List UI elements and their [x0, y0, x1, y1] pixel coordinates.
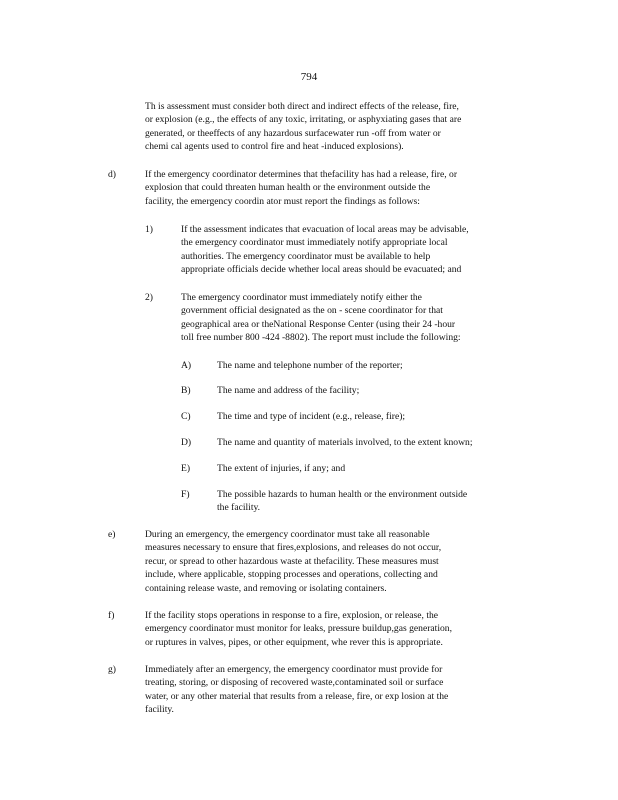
subitem-label-b: B) — [181, 385, 191, 396]
text-line: The name and telephone number of the reporter; — [217, 360, 403, 371]
item-1-paragraph — [181, 223, 469, 277]
text-line: If the emergency coordinator determines that thefacility has had a release, fire, or — [145, 169, 458, 180]
text-line: treating, storing, or disposing of recovered waste,contaminated soil or surface — [145, 677, 444, 689]
item-2-paragraph — [181, 291, 461, 345]
subitem-f — [217, 488, 467, 515]
section-label-f: f) — [108, 610, 115, 621]
text-line: measures necessary to ensure that fires,explosions, and releases do not occur, — [145, 542, 442, 554]
item-label-2: 2) — [145, 292, 153, 303]
subitem-e — [217, 462, 345, 475]
text-line: recur, or spread to other hazardous waste at thefacility. These measures must — [145, 555, 439, 567]
section-f-paragraph — [145, 609, 452, 649]
text-line: or ruptures in valves, pipes, or other equipment, whe rever this is appropriate. — [145, 636, 443, 648]
text-line: The extent of injuries, if any; and — [217, 463, 346, 474]
page-number: 794 — [300, 71, 318, 83]
section-g-paragraph — [145, 663, 448, 717]
subitem-a — [217, 359, 403, 372]
text-line: Th is assessment must consider both direct and indirect effects of the release, fire, — [145, 101, 459, 112]
text-line: facility, the emergency coordin ator must report the findings as follows: — [145, 195, 420, 207]
text-line: The time and type of incident (e.g., release, fire); — [217, 411, 406, 422]
text-line: or explosion (e.g., the effects of any toxic, irritating, or asphyxiating gases that are — [145, 114, 462, 126]
text-line: containing release waste, and removing or isolating containers. — [145, 582, 387, 594]
text-line: toll free number 800 -424 -8802). The report must include the following: — [181, 332, 461, 344]
text-line: If the facility stops operations in response to a fire, explosion, or release, the — [145, 610, 439, 621]
text-line: the facility. — [217, 502, 261, 514]
text-line: water, or any other material that results from a release, fire, or exp losion at the — [145, 690, 449, 702]
text-line: The emergency coordinator must immediately notify either the — [181, 292, 422, 303]
text-line: generated, or theeffects of any hazardous surfacewater run -off from water or — [145, 127, 441, 139]
section-label-g: g) — [108, 664, 116, 675]
text-line: Immediately after an emergency, the emergency coordinator must provide for — [145, 664, 443, 675]
subitem-label-a: A) — [181, 360, 192, 371]
text-line: chemi cal agents used to control fire and heat -induced explosions). — [145, 141, 404, 153]
text-line: The possible hazards to human health or the environment outside — [217, 489, 468, 500]
text-line: authorities. The emergency coordinator must be available to help — [181, 250, 431, 262]
text-line: government official designated as the on - scene coordinator for that — [181, 305, 443, 317]
text-line: geographical area or theNational Response Center (using their 24 -hour — [181, 318, 456, 330]
subitem-d — [217, 436, 473, 449]
text-line: If the assessment indicates that evacuation of local areas may be advisable, — [181, 224, 469, 235]
subitem-label-f: F) — [181, 489, 190, 500]
text-line: During an emergency, the emergency coordinator must take all reasonable — [145, 529, 430, 540]
subitem-c — [217, 410, 405, 423]
intro-paragraph — [145, 100, 461, 154]
section-e-paragraph — [145, 528, 441, 595]
text-line: emergency coordinator must monitor for leaks, pressure buildup,gas generation, — [145, 623, 453, 635]
subitem-b — [217, 384, 359, 397]
text-line: the emergency coordinator must immediately notify appropriate local — [181, 237, 448, 249]
section-label-d: d) — [108, 169, 116, 180]
subitem-label-c: C) — [181, 411, 191, 422]
text-line: The name and address of the facility; — [217, 385, 360, 396]
subitem-label-e: E) — [181, 463, 191, 474]
item-label-1: 1) — [145, 224, 153, 235]
subitem-label-d: D) — [181, 437, 192, 448]
text-line: appropriate officials decide whether local areas should be evacuated; and — [181, 264, 462, 276]
text-line: include, where applicable, stopping processes and operations, collecting and — [145, 569, 438, 581]
section-d-paragraph — [145, 168, 457, 208]
text-line: explosion that could threaten human health or the environment outside the — [145, 182, 431, 194]
text-line: The name and quantity of materials involved, to the extent known; — [217, 437, 473, 448]
text-line: facility. — [145, 704, 174, 716]
section-label-e: e) — [108, 529, 116, 540]
